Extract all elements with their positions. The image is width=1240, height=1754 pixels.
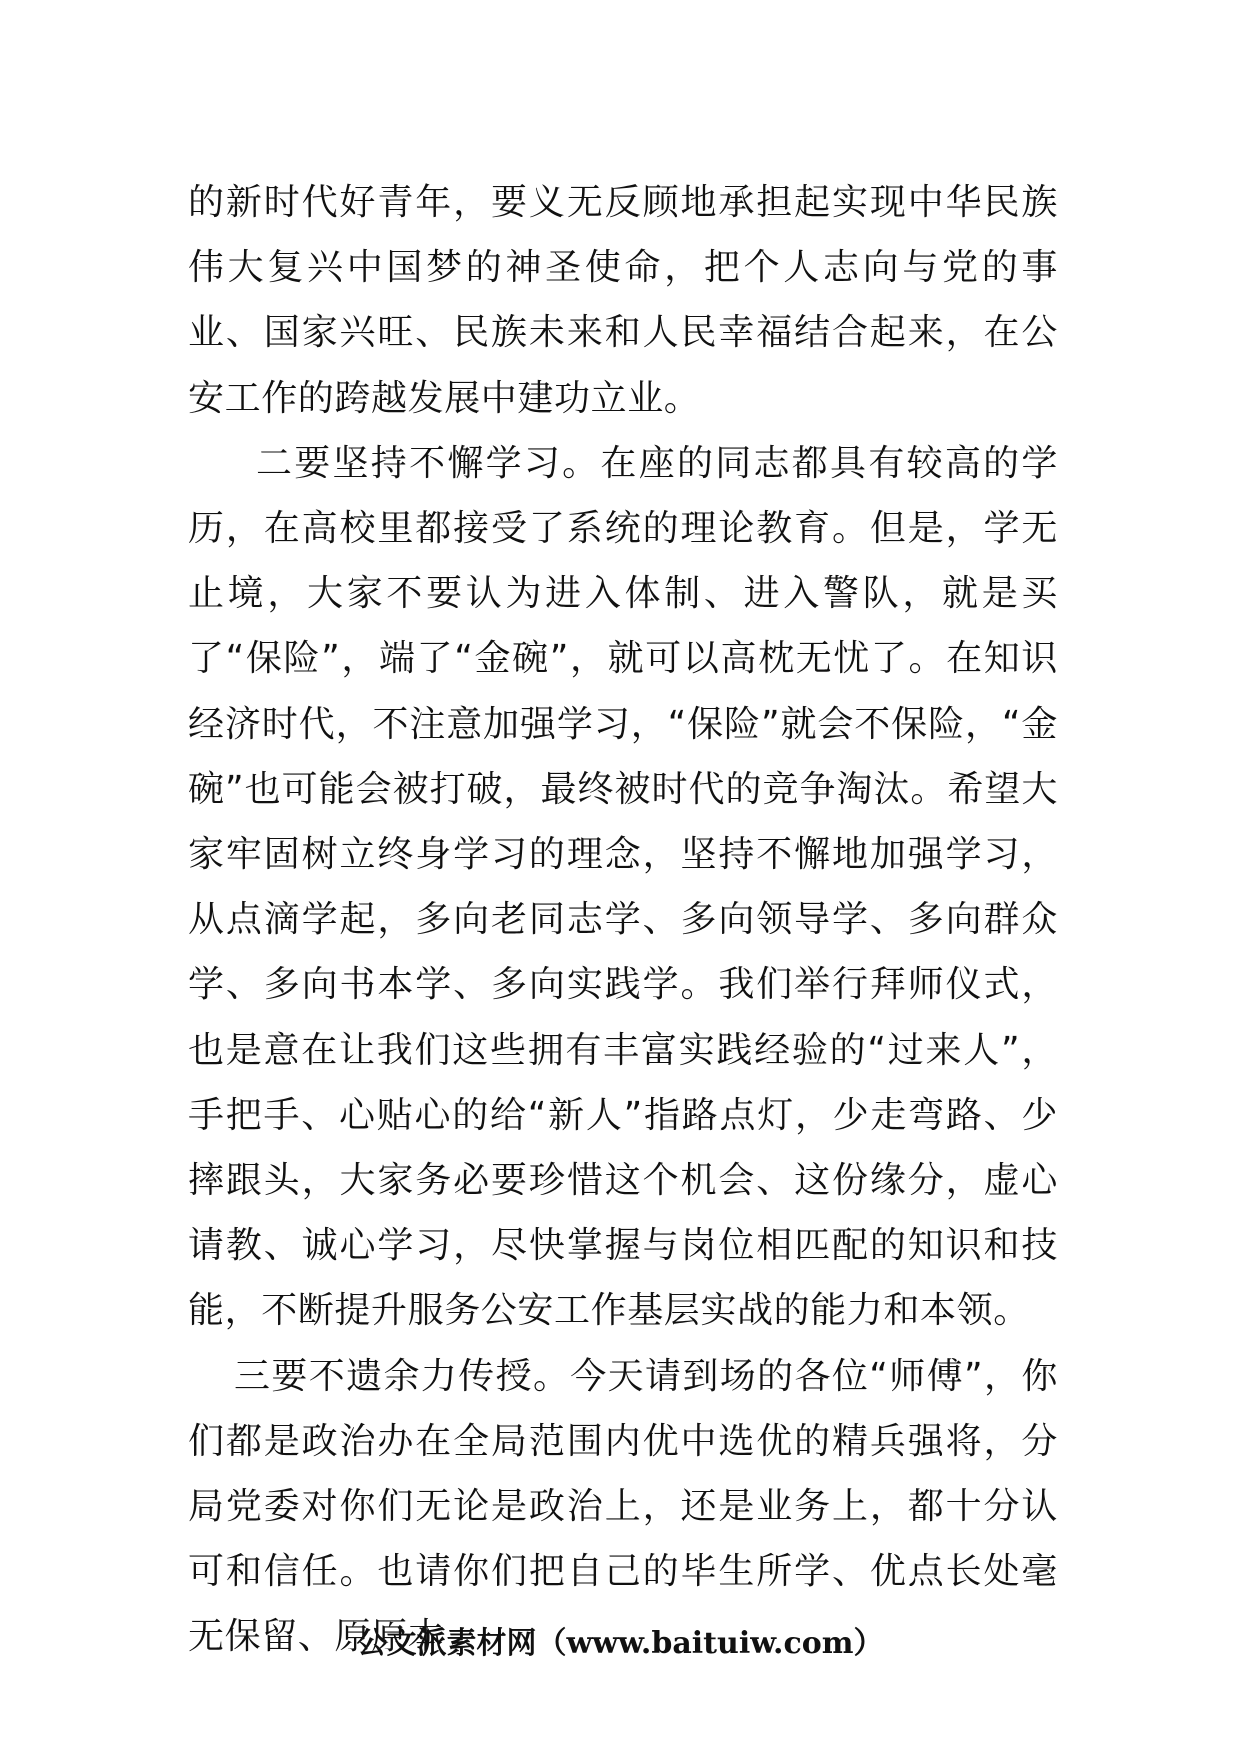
paragraph-1: 的新时代好青年，要义无反顾地承担起实现中华民族伟大复兴中国梦的神圣使命，把个人志向与党的事业、国家兴旺、民族未来和人民幸福结合起来，在公安工作的跨越发展中建功立业。 — [188, 182, 1058, 419]
paragraph-2: 二要坚持不懈学习。在座的同志都具有较高的学历，在高校里都接受了系统的理论教育。但是，学无止境，大家不要认为进入体制、进入警队，就是买了“保险”，端了“金碗”，就可以高枕无忧了。在知识经济时代，不注意加强学习，“保险”就会不保险，“金碗”也可能会被打破，最终被时代的竞争淘汰。希望大家牢固树立终身学习的理念，坚持不懈地加强学习，从点滴学起，多向老同志学、多向领导学、多向群众学、多向书本学、多向实践学。我们举行拜师仪式，也是意在让我们这些拥有丰富实践经验的“过来人”，手把手、心贴心的给“新人”指路点灯，少走弯路、少摔跟头，大家务必要珍惜这个机会、这份缘分，虚心请教、诚心学习，尽快掌握与岗位相匹配的知识和技能，不断提升服务公安工作基层实战的能力和本领。 — [188, 442, 1058, 1332]
document-body — [188, 170, 1058, 1670]
footer-watermark: 公文派素材网（www.baituiw.com） — [356, 1626, 884, 1661]
paragraph-3: 三要不遗余力传授。今天请到场的各位“师傅”，你们都是政治办在全局范围内优中选优的精兵强将，分局党委对你们无论是政治上，还是业务上，都十分认可和信任。也请你们把自己的毕生所学、优点长处毫无保留、原原本 — [188, 1355, 1058, 1658]
